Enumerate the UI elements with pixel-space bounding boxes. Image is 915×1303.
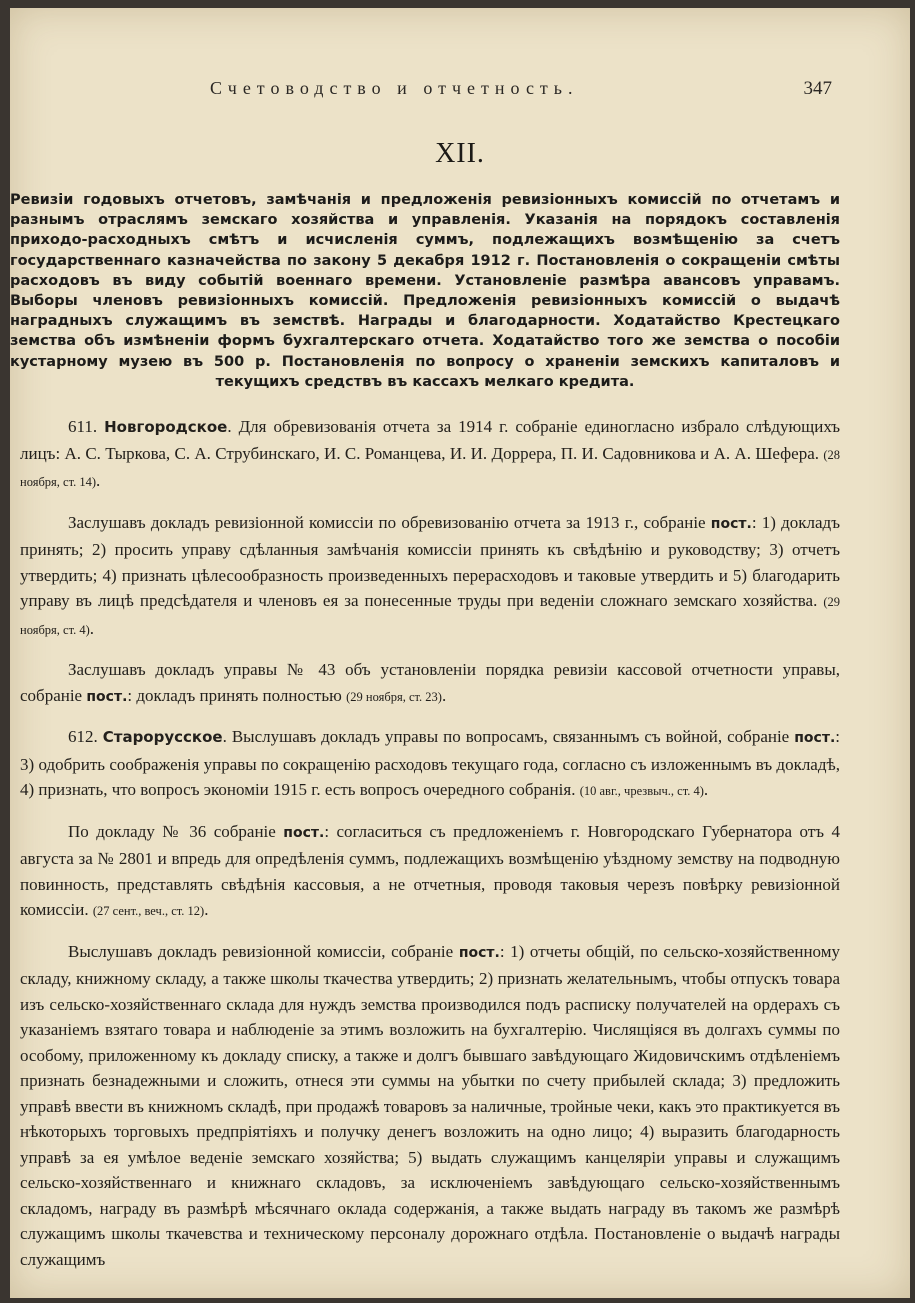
entry-number: 611. xyxy=(68,417,105,436)
paragraph-text: Заслушавъ докладъ управы № 43 объ установленіи порядка ревизіи кассовой отчетности управы, собраніе xyxy=(20,660,840,705)
paragraph-text: : докладъ принять полностью xyxy=(127,685,347,705)
paragraph-text: : 1) отчеты общій, по сельско-хозяйственному складу, книжному складу, а также школы ткачества утвердить; 2) признать желательнымъ, чтобы отпускъ товара изъ сельско-хозяйственнаго склада для нуждъ земства производился подъ расписку получателей на ордерахъ съ указаніемъ взятаго товара и наблюденіе за этимъ возложить на бухгалтерію. Числящіяся въ долгахъ суммы по особому, приложенному къ докладу списку, а также и долгъ бывшаго завѣдующаго Жидовичскимъ отдѣленіемъ признать безнадежными и сложить, отнеся эти суммы на убытки по счету прибылей склада; 3) предложить управѣ ввести въ книжномъ складѣ, при продажѣ товаровъ за наличные, тройные чеки, какъ это практикуется въ нѣкоторыхъ торговыхъ предпріятіяхъ и получку денегъ возложить на одно лицо; 4) выразить благодарность управѣ за ея умѣлое веденіе земскаго хозяйства; 5) выдать служащимъ канцеляріи управы и служащимъ сельско-хозяйственнаго и книжнаго складовъ, за исключеніемъ завѣдующаго сельско-хозяйственнымъ складомъ, награду въ размѣрѣ мѣсячнаго оклада содержанія, а также выдать награду въ такомъ же размѣрѣ служащимъ школы ткачевства и техническому персоналу дорожнаго отдѣла. Постановленіе о выдачѣ награды служащимъ xyxy=(20,941,840,1269)
paragraph-text: : 1) докладъ принять; 2) просить управу сдѣланныя замѣчанія комиссіи принять къ свѣдѣнію и руководству; 3) отчетъ утвердить; 4) признать цѣлесообразность произведенныхъ перерасходовъ и таковые утвердить и 5) благодарить управу въ лицѣ предсѣдателя и членовъ ея за понесенные труды при веденіи сложнаго земскаго хозяйства. xyxy=(20,512,840,610)
source-reference: (10 авг., чрезвыч., ст. 4) xyxy=(579,784,704,798)
paragraph-text: По докладу № 36 собраніе xyxy=(68,821,284,841)
place-name: Новгородское xyxy=(104,418,228,436)
page-number: 347 xyxy=(803,78,832,99)
paragraph-text: : согласиться съ предложеніемъ г. Новгородскаго Губернатора отъ 4 августа за № 2801 и впредь для опредѣленія суммъ, подлежащихъ возмѣщенію уѣздному земству на подводную повинность, представлять свѣдѣнія кассовыя, а не отчетныя, проводя таковыя черезъ повѣрку ревизіонной комиссіи. xyxy=(20,821,840,919)
resolution-mark: пост. xyxy=(86,688,128,705)
paragraph-text: . Для обревизованія отчета за 1914 г. собраніе единогласно избрало слѣдующихъ лицъ: А. С. Тыркова, С. А. Струбинскаго, И. С. Романцева, И. И. Доррера, П. И. Садовникова и А. А. Шефера. xyxy=(20,417,840,463)
resolution-mark: пост. xyxy=(458,944,500,961)
resolution-mark: пост. xyxy=(710,515,752,532)
source-reference: (27 сент., веч., ст. 12) xyxy=(92,904,205,918)
source-reference: (29 ноября, ст. 4) xyxy=(20,595,840,637)
body-text xyxy=(20,414,840,1286)
place-name: Старорусское xyxy=(102,728,223,746)
paragraph-text: . Выслушавъ докладъ управы по вопросамъ, связаннымъ съ войной, собраніе xyxy=(222,727,795,746)
section-summary: Ревизіи годовыхъ отчетовъ, замѣчанія и предложенія ревизіонныхъ комиссій по отчетамъ и разнымъ отраслямъ земскаго хозяйства и управленія. Указанія на порядокъ составленія приходо-расходныхъ смѣтъ и исчисленія суммъ, подлежащихъ возмѣщенію за счетъ государственнаго казначейства по закону 5 декабря 1912 г. Постановленія о сокращеніи смѣты расходовъ въ виду событій военнаго времени. Установленіе размѣра авансовъ управамъ. Выборы членовъ ревизіонныхъ комиссій. Предложенія ревизіонныхъ комиссій о выдачѣ наградныхъ служащимъ въ земствѣ. Награды и благодарности. Ходатайство Крестецкаго земства объ измѣненіи формъ бухгалтерскаго отчета. Ходатайство того же земства о пособіи кустарному музею въ 500 р. Постановленія по вопросу о храненіи земскихъ капиталовъ и текущихъ средствъ въ кассахъ мелкаго кредита. xyxy=(10,192,840,390)
source-reference: (29 ноября, ст. 23) xyxy=(346,689,442,704)
section-number: XII. xyxy=(435,138,485,169)
paragraph xyxy=(20,939,840,1273)
resolution-mark: пост. xyxy=(794,730,836,746)
resolution-mark: пост. xyxy=(283,824,325,841)
entry-number: 612. xyxy=(68,727,103,746)
page-header xyxy=(10,78,910,108)
paragraph-text: Заслушавъ докладъ ревизіонной комиссіи по обревизованію отчета за 1913 г., собраніе xyxy=(68,512,711,532)
paragraph-text: : 3) одобрить соображенія управы по сокращенію расходовъ текущаго года, согласно съ изложеннымъ въ докладѣ, 4) признать, что вопросъ экономіи 1915 г. есть вопросъ очередного собранія. xyxy=(20,727,840,799)
paragraph: Заслушавъ докладъ управы № 43 объ установленіи порядка ревизіи кассовой отчетности управы, собраніе пост.: докладъ принять полностью (29 ноября, ст. 23). xyxy=(20,660,840,705)
running-title: Счетоводство и отчетность. xyxy=(210,78,579,98)
paragraph-611: 611. Новгородское. Для обревизованія отчета за 1914 г. собраніе единогласно избрало слѣдующихъ лицъ: А. С. Тыркова, С. А. Струбинскаго, И. С. Романцева, И. И. Доррера, П. И. Садовникова и А. А. Шефера. (28 ноября, ст. 14). xyxy=(20,417,840,490)
paragraph-text: Выслушавъ докладъ ревизіонной комиссіи, собраніе xyxy=(68,941,459,961)
source-reference: (28 ноября, ст. 14) xyxy=(20,447,840,489)
paragraph-612: 612. Старорусское. Выслушавъ докладъ управы по вопросамъ, связаннымъ съ войной, собраніе пост.: 3) одобрить соображенія управы по сокращенію расходовъ текущаго года, согласно съ изложеннымъ въ докладѣ, 4) признать, что вопросъ экономіи 1915 г. есть вопросъ очередного собранія. (10 авг., чрезвыч., ст. 4). xyxy=(20,727,840,799)
paragraph: Заслушавъ докладъ ревизіонной комиссіи по обревизованію отчета за 1913 г., собраніе пост.: 1) докладъ принять; 2) просить управу сдѣланныя замѣчанія комиссіи принять къ свѣдѣнію и руководству; 3) отчетъ утвердить; 4) признать цѣлесообразность произведенныхъ перерасходовъ и таковые утвердить и 5) благодарить управу въ лицѣ предсѣдателя и членовъ ея за понесенные труды при веденіи сложнаго земскаго хозяйства. (29 ноября, ст. 4). xyxy=(20,512,840,638)
paragraph: По докладу № 36 собраніе пост.: согласиться съ предложеніемъ г. Новгородскаго Губернатора отъ 4 августа за № 2801 и впредь для опредѣленія суммъ, подлежащихъ возмѣщенію уѣздному земству на подводную повинность, представлять свѣдѣнія кассовыя, а не отчетныя, проводя таковыя черезъ повѣрку ревизіонной комиссіи. (27 сент., веч., ст. 12). xyxy=(20,821,840,919)
book-page xyxy=(10,8,910,1298)
